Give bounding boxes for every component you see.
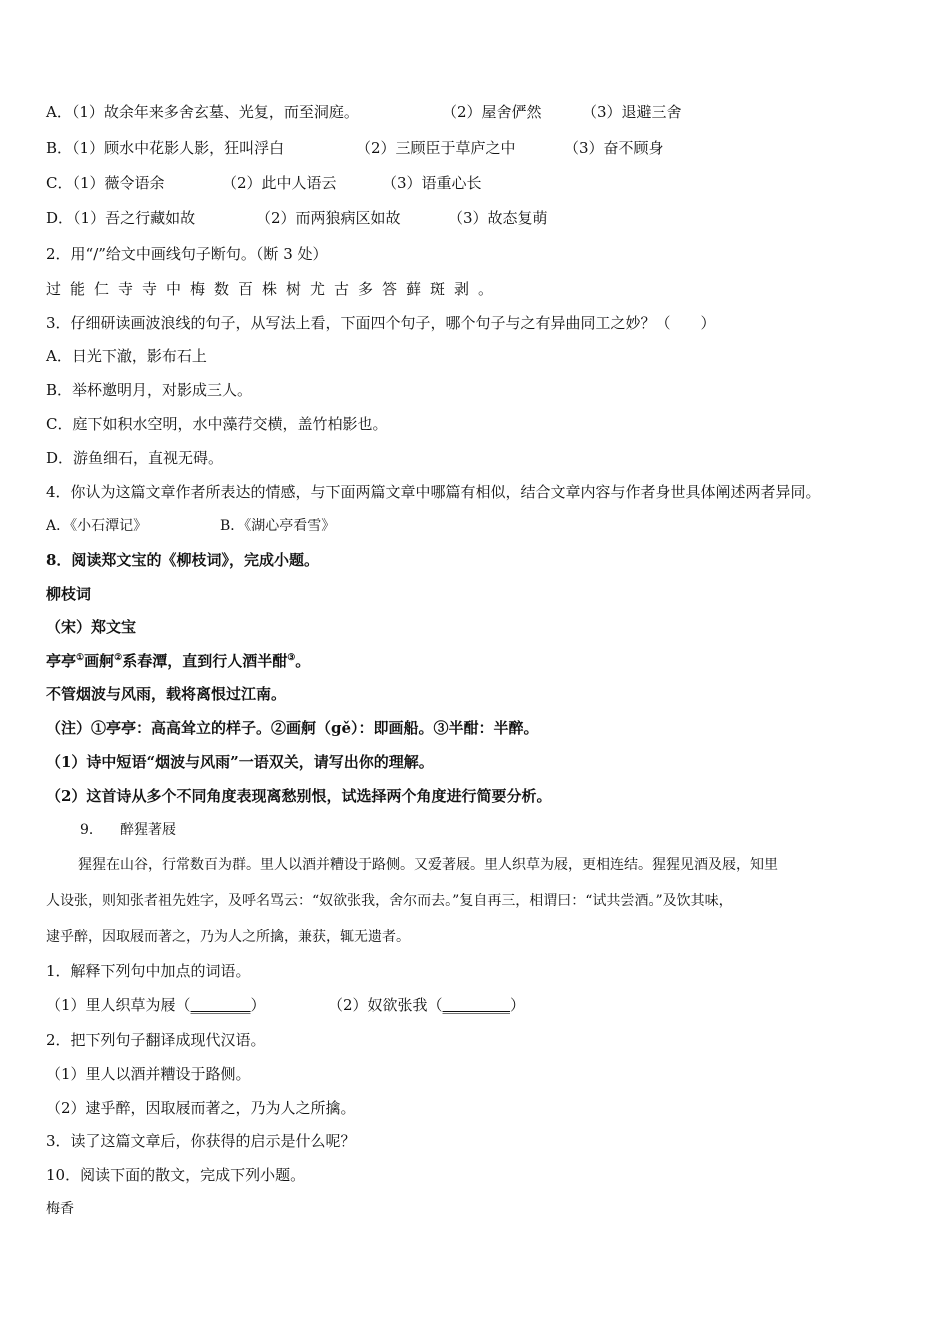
q3-stem: 3．仔细研读画波浪线的句子，从写法上看，下面四个句子，哪个句子与之有异曲同工之妙？（ ） <box>46 314 716 332</box>
q9-sub2-stem: 2．把下列句子翻译成现代汉语。 <box>46 1031 266 1049</box>
poem-line-1: 亭亭①画舸②系春潭，直到行人酒半酣③。 <box>46 652 311 670</box>
q10-title: 梅香 <box>46 1201 74 1217</box>
q1-option-d: D．（1）吾之行藏如故 （2）而两狼病区如故 （3）故态复萌 <box>46 209 548 227</box>
q3-option-a: A．日光下澈，影布石上 <box>46 347 207 365</box>
q9-passage-line-2: 人设张，则知张者祖先姓字，及呼名骂云：“奴欲张我，舍尔而去。”复自再三，相谓曰：“试共尝酒。”及饮其味， <box>46 893 733 909</box>
q2-stem: 2．用“/”给文中画线句子断句。（断 3 处） <box>46 245 328 263</box>
q4-options <box>46 516 336 536</box>
q9-sub2-item-2: （2）逮乎醉，因取屐而著之，乃为人之所擒。 <box>46 1099 356 1117</box>
q3-option-b: B．举杯邀明月，对影成三人。 <box>46 381 253 399</box>
q4-option-b: B．《湖心亭看雪》 <box>220 518 336 534</box>
q9-sub2-item-1: （1）里人以酒并糟设于路侧。 <box>46 1065 251 1083</box>
q9-passage-line-1: 猩猩在山谷，行常数百为群。里人以酒并糟设于路侧。又爱著屐。里人织草为屐，更相连结。猩猩见酒及屐，知里 <box>78 857 778 873</box>
q10-stem: 10．阅读下面的散文，完成下列小题。 <box>46 1166 306 1184</box>
q9-sub3-stem: 3．读了这篇文章后，你获得的启示是什么呢？ <box>46 1132 356 1150</box>
q3-option-d: D．游鱼细石，直视无碍。 <box>46 449 224 467</box>
q8-heading: 8．阅读郑文宝的《柳枝词》，完成小题。 <box>46 551 319 569</box>
q8-sub-2: （2）这首诗从多个不同角度表现离愁别恨，试选择两个角度进行简要分析。 <box>46 787 552 805</box>
q1-option-a: A．（1）故余年来多舍玄墓、光复，而至洞庭。 （2）屋舍俨然 （3）退避三舍 <box>46 103 682 121</box>
q9-sub1-items: （1）里人织草为屐（________） （2）奴欲张我（_________） <box>46 996 526 1014</box>
q4-stem: 4．你认为这篇文章作者所表达的情感，与下面两篇文章中哪篇有相似，结合文章内容与作者身世具体阐述两者异同。 <box>46 483 821 501</box>
poem-title: 柳枝词 <box>46 585 92 603</box>
q1-option-b: B．（1）顾水中花影人影，狂叫浮白 （2）三顾臣于草庐之中 （3）奋不顾身 <box>46 139 664 157</box>
q9-sub1-stem: 1．解释下列句中加点的词语。 <box>46 962 251 980</box>
q9-heading: 9． 醉猩著屐 <box>80 822 176 838</box>
q3-option-c: C．庭下如积水空明，水中藻荇交横，盖竹柏影也。 <box>46 415 388 433</box>
answer-blank-1[interactable]: ________ <box>190 996 251 1014</box>
poem-note: （注）①亭亭：高高耸立的样子。②画舸（gě）：即画船。③半酣：半醉。 <box>46 719 539 737</box>
q9-title: 醉猩著屐 <box>120 822 176 838</box>
q2-sentence: 过能仁寺寺中梅数百株树尤古多答藓斑剥。 <box>46 280 503 298</box>
poem-author: （宋）郑文宝 <box>46 618 137 636</box>
q4-option-a: A．《小石潭记》 <box>46 518 148 534</box>
answer-blank-2[interactable]: _________ <box>442 996 511 1014</box>
q9-passage-line-3: 逮乎醉，因取屐而著之，乃为人之所擒，兼获，辄无遗者。 <box>46 929 410 945</box>
poem-line-2: 不管烟波与风雨，载将离恨过江南。 <box>46 685 287 703</box>
q8-sub-1: （1）诗中短语“烟波与风雨”一语双关，请写出你的理解。 <box>46 753 434 771</box>
q1-option-c: C．（1）薇令语余 （2）此中人语云 （3）语重心长 <box>46 174 482 192</box>
